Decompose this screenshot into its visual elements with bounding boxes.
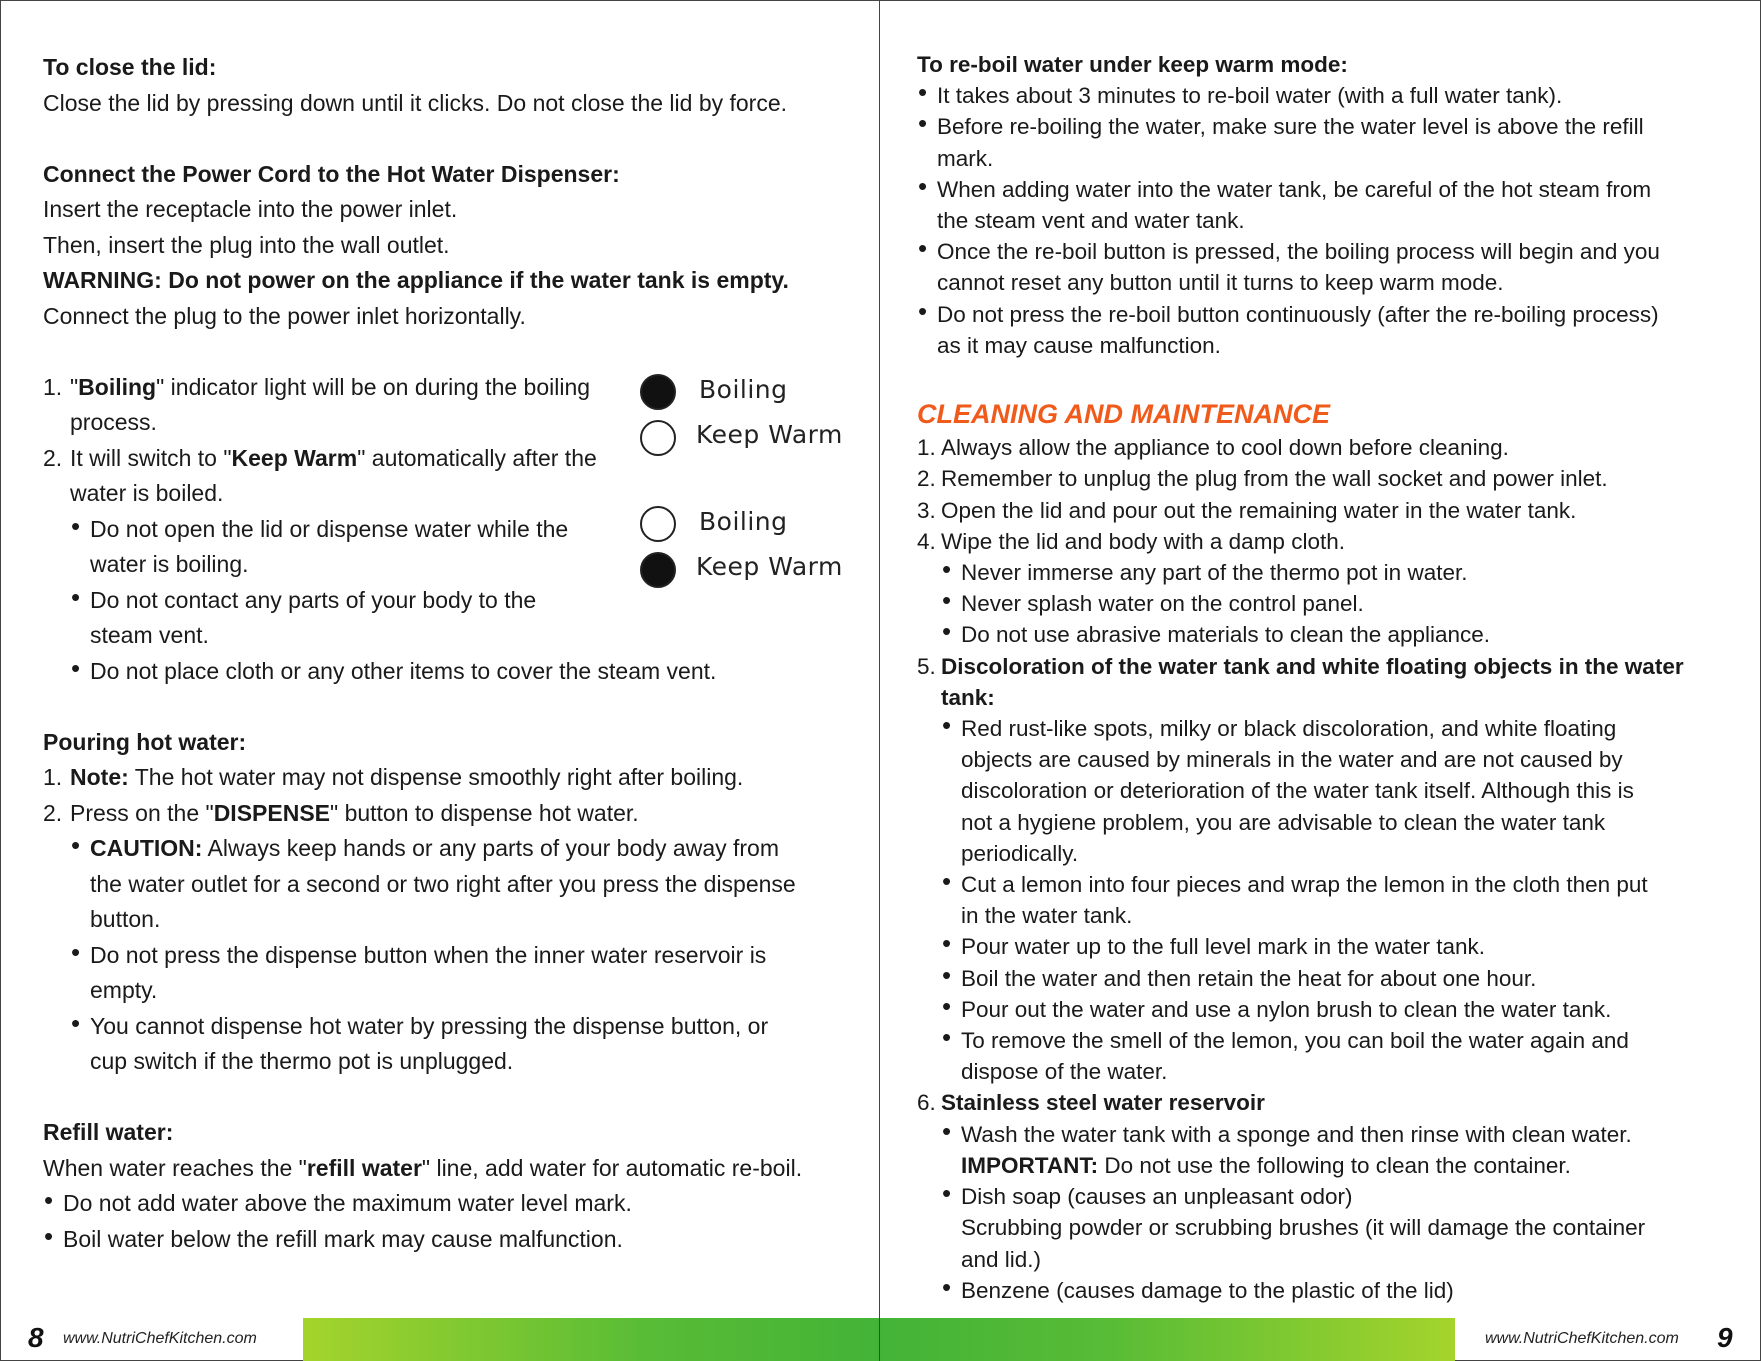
pour-step-1: 1. Note: The hot water may not dispense smoothly right after boiling.	[43, 764, 744, 790]
left-page-content	[43, 50, 853, 1257]
reboil-bullet-2: • Before re-boiling the water, make sure the water level is above the refill mark.	[917, 111, 1717, 173]
empty-circle-icon	[640, 506, 676, 542]
cleaning-5-bullet-4: • Boil the water and then retain the heat for about one hour.	[941, 963, 1717, 994]
boiling-term: Boiling	[78, 373, 157, 400]
refill-text: When water reaches the "refill water" line, add water for automatic re-boil.	[43, 1154, 803, 1181]
cleaning-4-bullet-1: • Never immerse any part of the thermo pot in water.	[941, 557, 1717, 588]
right-page	[880, 0, 1761, 1361]
reboil-bullet-5: • Do not press the re-boil button continuously (after the re-boiling process) as it may cause malfunction.	[917, 299, 1717, 361]
reboil-heading: To re-boil water under keep warm mode:	[917, 52, 1348, 77]
reboil-bullet-1: • It takes about 3 minutes to re-boil water (with a full water tank).	[917, 80, 1717, 111]
right-page-number: 9	[1717, 1322, 1733, 1353]
pour-bullet-2: • Do not press the dispense button when the inner water reservoir is empty.	[70, 938, 853, 1009]
empty-circle-icon	[640, 420, 676, 456]
cleaning-6-bullet-1: • Wash the water tank with a sponge and then rinse with clean water. IMPORTANT: Do not use the following to clean the container.	[941, 1119, 1717, 1181]
right-footer-green-bar	[880, 1318, 1455, 1361]
boiling-bullet-2: • Do not contact any parts of your body to the steam vent.	[70, 583, 853, 654]
cleaning-step-2: 2. Remember to unplug the plug from the wall socket and power inlet.	[917, 466, 1608, 492]
cleaning-5-bullet-1: • Red rust-like spots, milky or black discoloration, and white floating objects are caused by minerals in the water and are not caused by discoloration or deterioration of the water tank itself. Although this is not a hygiene problem, you are advisable to clean the water tank periodically.	[941, 713, 1717, 869]
caution-bullet: • CAUTION: Always keep hands or any parts of your body away from the water outlet for a second or two right after you press the dispense button.	[70, 831, 853, 938]
left-footer-green-bar	[303, 1318, 879, 1361]
pour-bullet-3: • You cannot dispense hot water by pressing the dispense button, or cup switch if the thermo pot is unplugged.	[70, 1009, 853, 1080]
cleaning-step-1: 1. Always allow the appliance to cool down before cleaning.	[917, 435, 1509, 461]
cleaning-4-bullet-2: • Never splash water on the control panel.	[941, 588, 1717, 619]
indicator-step-2: 2. It will switch to "Keep Warm" automatically after the water is boiled.	[43, 444, 597, 506]
cleaning-5-bullet-3: • Pour water up to the full level mark in the water tank.	[941, 931, 1717, 962]
boiling-bullet-1: • Do not open the lid or dispense water while the water is boiling.	[70, 512, 853, 583]
cleaning-5-bullet-2: • Cut a lemon into four pieces and wrap the lemon in the cloth then put in the water tank.	[941, 869, 1717, 931]
important-label: IMPORTANT:	[961, 1152, 1099, 1178]
pouring-heading: Pouring hot water:	[43, 728, 247, 755]
filled-circle-icon	[640, 374, 676, 410]
right-footer	[880, 1318, 1761, 1361]
cleaning-5-bullet-6: • To remove the smell of the lemon, you can boil the water again and dispose of the water.	[941, 1025, 1717, 1087]
close-lid-heading: To close the lid:	[43, 54, 217, 80]
refill-bullet-1: • Do not add water above the maximum water level mark.	[43, 1186, 853, 1222]
left-footer	[0, 1318, 879, 1361]
caution-label: CAUTION:	[90, 835, 203, 861]
power-warning: WARNING: Do not power on the appliance if the water tank is empty.	[43, 267, 789, 293]
left-page	[0, 0, 879, 1361]
cleaning-6-bullet-2: • Dish soap (causes an unpleasant odor) Scrubbing powder or scrubbing brushes (it will damage the container and lid.)	[941, 1181, 1717, 1275]
close-lid-text: Close the lid by pressing down until it clicks. Do not close the lid by force.	[43, 89, 788, 116]
pour-step-2: 2. Press on the "DISPENSE" button to dispense hot water.	[43, 799, 639, 826]
power-cord-heading: Connect the Power Cord to the Hot Water Dispenser:	[43, 160, 620, 187]
right-footer-url: www.NutriChefKitchen.com	[1485, 1330, 1679, 1347]
cleaning-step-5: 5. Discoloration of the water tank and white floating objects in the water tank:	[917, 653, 1684, 710]
reboil-bullet-4: • Once the re-boil button is pressed, the boiling process will begin and you cannot reset any button until it turns to keep warm mode.	[917, 236, 1717, 298]
cleaning-step-3: 3. Open the lid and pour out the remaining water in the water tank.	[917, 497, 1577, 523]
cleaning-section-title: CLEANING AND MAINTENANCE	[917, 399, 1330, 430]
cleaning-6-bullet-3: • Benzene (causes damage to the plastic of the lid)	[941, 1275, 1717, 1306]
reboil-bullet-3: • When adding water into the water tank, be careful of the hot steam from the steam vent and water tank.	[917, 174, 1717, 236]
power-line-1: Insert the receptacle into the power inlet.	[43, 196, 458, 222]
cleaning-4-bullet-3: • Do not use abrasive materials to clean the appliance.	[941, 619, 1717, 650]
power-line-2: Then, insert the plug into the wall outlet.	[43, 231, 450, 258]
indicator-step-1: 1. "Boiling" indicator light will be on during the boiling process.	[43, 373, 591, 435]
refill-heading: Refill water:	[43, 1119, 174, 1145]
indicator-keep-warm-off: Keep Warm	[640, 418, 676, 458]
right-page-content	[917, 49, 1717, 1306]
boiling-bullet-3: • Do not place cloth or any other items to cover the steam vent.	[70, 654, 853, 690]
indicator-keep-warm-on: Keep Warm	[640, 550, 676, 590]
power-line-3: Connect the plug to the power inlet horizontally.	[43, 302, 526, 329]
indicator-boiling-on: Boiling	[640, 372, 676, 412]
filled-circle-icon	[640, 552, 676, 588]
left-page-number: 8	[28, 1322, 44, 1353]
left-footer-url: www.NutriChefKitchen.com	[63, 1330, 257, 1347]
cleaning-step-4: 4. Wipe the lid and body with a damp cloth.	[917, 528, 1345, 554]
keep-warm-term: Keep Warm	[231, 444, 358, 471]
indicator-boiling-off: Boiling	[640, 504, 676, 544]
cleaning-step-6: 6. Stainless steel water reservoir	[917, 1090, 1265, 1116]
cleaning-5-bullet-5: • Pour out the water and use a nylon brush to clean the water tank.	[941, 994, 1717, 1025]
refill-bullet-2: • Boil water below the refill mark may cause malfunction.	[43, 1222, 853, 1258]
indicator-light-diagram	[640, 370, 870, 600]
